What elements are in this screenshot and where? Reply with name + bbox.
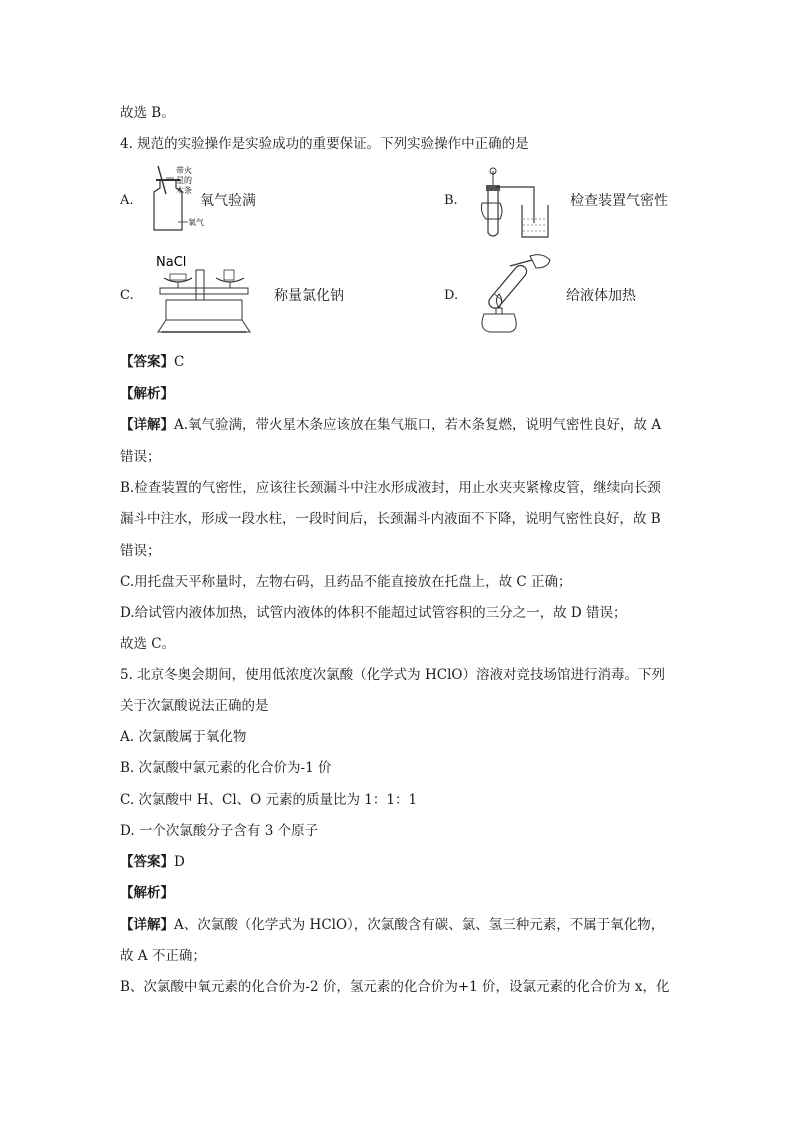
option-a-label: A. bbox=[120, 193, 134, 208]
figure-liquid-heating bbox=[470, 250, 554, 338]
option-a-caption: 氧气验满 bbox=[200, 193, 256, 209]
answer-5-value: D bbox=[174, 854, 185, 870]
answer-4-value: C bbox=[174, 354, 185, 370]
detail-4-a-line1 bbox=[120, 415, 661, 435]
option-d-label: D. bbox=[444, 288, 459, 303]
answer-5-tag: 【答案】 bbox=[120, 854, 174, 870]
detail-5-a-line2: 故 A 不正确； bbox=[120, 948, 206, 964]
question-5-stem-line2: 关于次氯酸说法正确的是 bbox=[120, 698, 269, 714]
detail-5-tag: 【详解】 bbox=[120, 917, 174, 933]
detail-4-c: C.用托盘天平称量时，左物右码，且药品不能直接放在托盘上，故 C 正确； bbox=[120, 574, 572, 590]
answer-4 bbox=[120, 352, 184, 372]
detail-5-a-line1 bbox=[120, 915, 664, 935]
question-5-stem-line1: 5. 北京冬奥会期间，使用低浓度次氯酸（化学式为 HClO）溶液对竞技场馆进行消毒。下列 bbox=[120, 667, 665, 683]
question-5-option-d: D. 一个次氯酸分子含有 3 个原子 bbox=[120, 823, 319, 839]
question-5-option-b: B. 次氯酸中氯元素的化合价为-1 价 bbox=[120, 760, 332, 776]
detail-4-a-text: A.氧气验满，带火星木条应该放在集气瓶口，若木条复燃，说明气密性良好，故 A bbox=[174, 417, 662, 433]
figure-a-label-gas: 氧气 bbox=[188, 218, 204, 227]
detail-4-b-line2: 漏斗中注水，形成一段水柱，一段时间后，长颈漏斗内液面不下降，说明气密性良好，故 B bbox=[120, 511, 661, 527]
option-c-label: C. bbox=[120, 288, 134, 303]
figure-balance-weighing bbox=[152, 250, 256, 342]
detail-4-d: D.给试管内液体加热，试管内液体的体积不能超过试管容积的三分之一，故 D 错误； bbox=[120, 605, 627, 621]
option-b-label: B. bbox=[444, 193, 458, 208]
detail-4-b-line3: 错误； bbox=[120, 543, 161, 559]
figure-a-label-top: 带火 bbox=[176, 166, 192, 175]
answer-4-tag: 【答案】 bbox=[120, 354, 174, 370]
line-choose-b: 故选 B。 bbox=[120, 105, 175, 121]
figure-airtight-check bbox=[478, 163, 550, 245]
answer-5 bbox=[120, 852, 185, 872]
detail-4-a-line2: 错误； bbox=[120, 449, 161, 465]
question-4-stem: 4. 规范的实验操作是实验成功的重要保证。下列实验操作中正确的是 bbox=[120, 136, 529, 152]
line-choose-c: 故选 C。 bbox=[120, 636, 176, 652]
option-b-caption: 检查装置气密性 bbox=[570, 193, 668, 209]
option-d-caption: 给液体加热 bbox=[566, 288, 636, 304]
question-5-option-a: A. 次氯酸属于氧化物 bbox=[120, 729, 247, 745]
figure-c-nacl: NaCl bbox=[156, 255, 187, 270]
option-c-caption: 称量氯化钠 bbox=[274, 288, 344, 304]
figure-a-label-mid: 星的 bbox=[176, 176, 192, 185]
detail-5-a-text: A、次氯酸（化学式为 HClO），次氯酸含有碳、氯、氢三种元素，不属于氧化物， bbox=[174, 917, 665, 933]
detail-5-b-line1: B、次氯酸中氧元素的化合价为-2 价，氢元素的化合价为+1 价，设氯元素的化合价为 x，化 bbox=[120, 979, 670, 995]
figure-a-label-bot: 木条 bbox=[176, 186, 192, 195]
analysis-4-tag: 【解析】 bbox=[120, 386, 174, 402]
detail-4-b-line1: B.检查装置的气密性，应该往长颈漏斗中注水形成液封，用止水夹夹紧橡皮管，继续向长颈 bbox=[120, 480, 661, 496]
question-5-option-c: C. 次氯酸中 H、Cl、O 元素的质量比为 1：1：1 bbox=[120, 792, 418, 808]
figure-oxygen-test bbox=[148, 164, 208, 240]
detail-4-tag: 【详解】 bbox=[120, 417, 174, 433]
analysis-5-tag: 【解析】 bbox=[120, 885, 174, 901]
